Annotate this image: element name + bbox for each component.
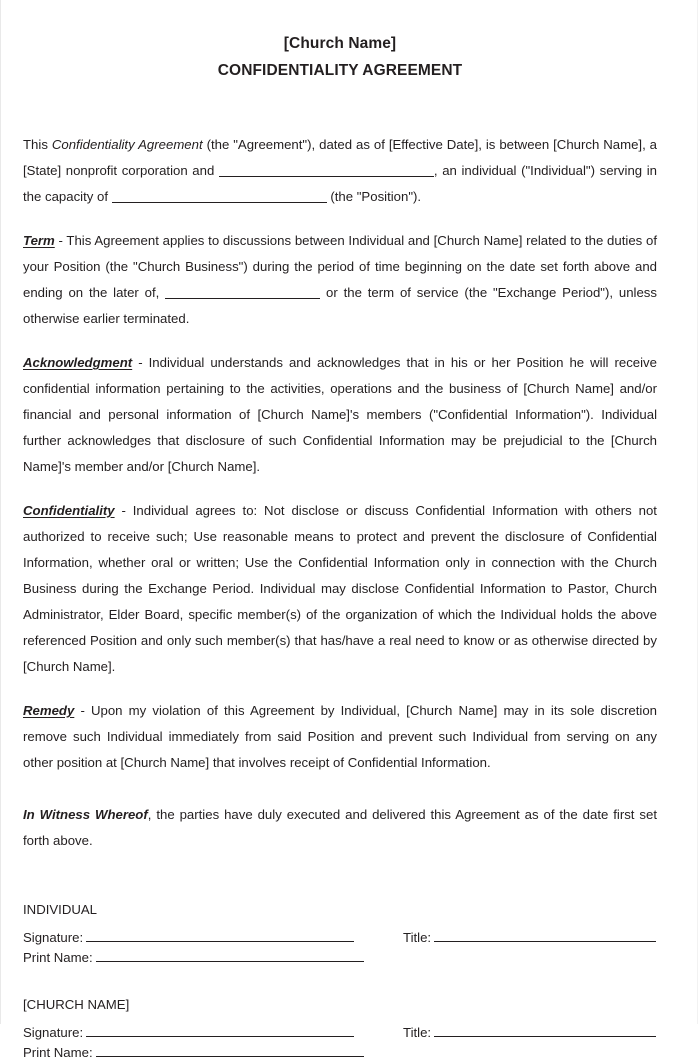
section-confidentiality [23, 498, 657, 680]
signature-rows [23, 1023, 657, 1063]
section-confidentiality-dash: - [114, 503, 133, 518]
title-line-individual[interactable] [434, 929, 656, 942]
signature-line-church[interactable] [86, 1024, 354, 1037]
print-name-label: Print Name: [23, 950, 93, 965]
spacer [23, 480, 657, 498]
section-acknowledgment [23, 350, 657, 480]
intro-paragraph [23, 132, 657, 210]
signature-party-label-church: [CHURCH NAME] [23, 997, 130, 1012]
section-remedy-body: Upon my violation of this Agreement by Individual, [Church Name] may in its sole discretion remove such Individual immediately from said Position and prevent such Individual from serving on any other position at [Church Name] that involves receipt of Confidential Information. [23, 703, 657, 770]
blank-position-field[interactable] [112, 189, 327, 203]
document-title-block [23, 0, 657, 84]
section-acknowledgment-dash: - [132, 355, 149, 370]
section-confidentiality-body: Individual agrees to: Not disclose or discuss Confidential Information with others not authorized to receive such; Use reasonable means to protect and prevent the disclosure of Confidential Information, whether oral or written; Use the Confidential Information only in connection with the Church Business during the Exchange Period. Individual may disclose Confidential Information to Pastor, Church Administrator, Elder Board, specific member(s) of the organization of which the Individual holds the above referenced Position and only such member(s) that has/have a real need to know or as otherwise directed by [Church Name]. [23, 503, 657, 674]
section-term-text-2: or the term of service (the "Exchange Period"), unless otherwise earlier terminated. [23, 285, 657, 326]
signature-party-label-individual: INDIVIDUAL [23, 902, 98, 917]
signature-right-column [403, 928, 656, 948]
intro-italic-agreement-term: Confidentiality Agreement [51, 137, 203, 152]
section-acknowledgment-heading: Acknowledgment [23, 355, 133, 370]
intro-text-2: (the "Agreement"), dated as of [Effective Date], is between [Church Name], a [State] nonprofit corporation and [23, 137, 658, 178]
signature-rows [23, 928, 657, 968]
section-acknowledgment-body: Individual understands and acknowledges that in his or her Position he will receive confidential information pertaining to the activities, operations and the business of [Church Name] and/or financial and personal information of [Church Name]'s members ("Confidential Information"). Individual further acknowledges that disclosure of such Confidential Information may be prejudicial to the [Church Name]'s member and/or [Church Name]. [23, 355, 657, 474]
print-name-left-column [23, 1043, 403, 1063]
section-witness [23, 802, 657, 854]
print-name-left-column [23, 948, 403, 968]
signature-line-individual[interactable] [86, 929, 354, 942]
print-name-label: Print Name: [23, 1045, 93, 1060]
signature-left-column [23, 928, 403, 948]
title-label: Title: [403, 1025, 432, 1040]
spacer [23, 968, 657, 994]
intro-text-4: (the "Position"). [326, 189, 422, 204]
signature-row-signature [23, 928, 657, 948]
section-confidentiality-heading: Confidentiality [23, 503, 115, 518]
signature-left-column [23, 1023, 403, 1043]
section-remedy-dash: - [74, 703, 91, 718]
intro-text-3: , an individual ("Individual") serving in the capacity of [23, 163, 657, 204]
section-remedy [23, 698, 657, 776]
section-witness-body: , the parties have duly executed and delivered this Agreement as of the date first set forth above. [23, 807, 657, 848]
signature-row-print-name [23, 1043, 657, 1063]
signature-right-column [403, 1023, 656, 1043]
section-term [23, 228, 657, 332]
signature-row-signature [23, 1023, 657, 1043]
blank-term-end-date-field[interactable] [165, 285, 320, 299]
page-title-church-name: [Church Name] [283, 35, 397, 52]
section-term-heading: Term [23, 233, 55, 248]
document-content [23, 0, 657, 1063]
signature-block-church [23, 994, 657, 1063]
blank-individual-name-field[interactable] [219, 163, 434, 177]
signature-row-print-name [23, 948, 657, 968]
spacer [23, 854, 657, 899]
title-label: Title: [403, 930, 432, 945]
spacer [23, 680, 657, 698]
signature-label: Signature: [23, 1025, 84, 1040]
section-term-dash: - [54, 233, 67, 248]
spacer [23, 210, 657, 228]
intro-text-1: This [23, 137, 52, 152]
section-witness-heading: In Witness Whereof [23, 807, 148, 822]
spacer [23, 776, 657, 802]
print-name-line-individual[interactable] [96, 949, 364, 962]
title-line-church[interactable] [434, 1024, 656, 1037]
spacer [23, 332, 657, 350]
section-term-text-1: This Agreement applies to discussions between Individual and [Church Name] related to the duties of your Position (the "Church Business") during the period of time beginning on the date set forth above and ending on the later of, [23, 233, 657, 300]
signature-label: Signature: [23, 930, 84, 945]
page-title-agreement: CONFIDENTIALITY AGREEMENT [217, 62, 463, 79]
print-name-line-church[interactable] [96, 1044, 364, 1057]
section-remedy-heading: Remedy [23, 703, 75, 718]
signature-block-individual [23, 899, 657, 968]
